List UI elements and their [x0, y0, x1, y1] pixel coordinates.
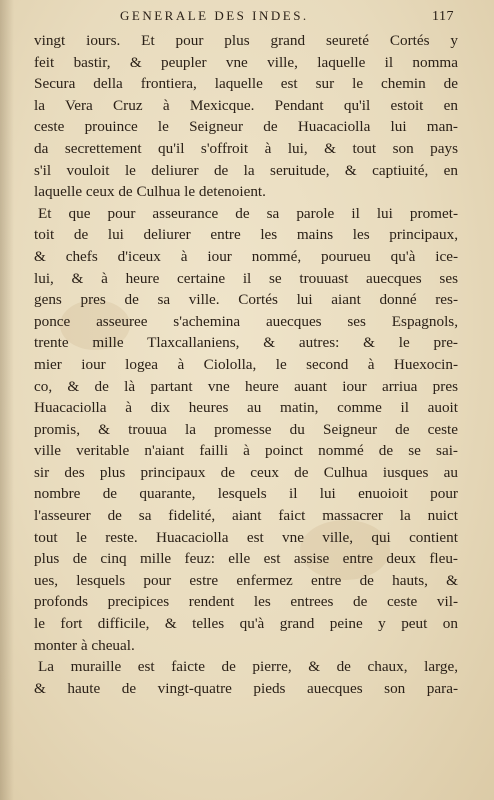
text-line: Et que pour asseurance de sa parole il lui promet- [38, 204, 458, 222]
text-line: plus de cinq mille feuz: elle est assise entre deux fleu- [34, 550, 458, 568]
text-line: ues, lesquels pour estre enfermez entre de hauts, & [34, 571, 458, 589]
text-line: ponce asseuree s'achemina auecques ses Espagnols, [34, 312, 458, 330]
text-line: La muraille est faicte de pierre, & de chaux, large, [38, 658, 458, 676]
text-line: monter à cheual. [34, 636, 135, 654]
text-line: s'il vouloit le deliurer de la seruitude, & captiuité, en [34, 161, 458, 179]
text-line: le fort difficile, & telles qu'à grand peine y peut on [34, 615, 458, 633]
text-line: Huacaciolla à dix heures au matin, comme il auoit [34, 399, 458, 417]
body-text [34, 30, 458, 699]
text-line: gens pres de sa ville. Cortés lui aiant donné res- [34, 291, 458, 309]
text-line: la Vera Cruz à Mexicque. Pendant qu'il estoit en [34, 96, 458, 114]
text-line: tout le reste. Huacaciolla est vne ville, qui contient [34, 528, 458, 546]
text-line: laquelle ceux de Culhua le detenoient. [34, 183, 266, 201]
running-head [120, 8, 454, 25]
text-line: & haute de vingt-quatre pieds auecques son para- [34, 679, 458, 697]
page-number: 117 [432, 9, 454, 24]
text-line: ceste prouince le Seigneur de Huacaciolla lui man- [34, 118, 458, 136]
text-line: mier iour logea à Ciololla, le second à Huexocin- [34, 355, 458, 373]
text-line: da secrettement qu'il s'offroit à lui, & tout son pays [34, 139, 458, 157]
text-line: l'asseurer de sa fidelité, aiant faict massacrer la nuict [34, 507, 458, 525]
text-line: sir des plus principaux de ceux de Culhua iusques au [34, 463, 458, 481]
text-line: ville veritable n'aiant failli à poinct nommé de se sai- [34, 442, 458, 460]
text-line: Secura della frontiera, laquelle est sur le chemin de [34, 75, 458, 93]
text-line: feit bastir, & peupler vne ville, laquelle il nomma [34, 53, 458, 71]
text-line: co, & de là partant vne heure auant iour arriua pres [34, 377, 458, 395]
text-line: profonds precipices rendent les entrees de ceste vil- [34, 593, 458, 611]
text-line: & chefs d'iceux à iour nommé, pourueu qu'à ice- [34, 247, 458, 265]
text-line: toit de lui deliurer entre les mains les principaux, [34, 226, 458, 244]
text-line: trente mille Tlaxcallaniens, & autres: & le pre- [34, 334, 458, 352]
spine-shadow [0, 0, 14, 800]
text-line: lui, & à heure certaine il se trouuast auecques ses [34, 269, 458, 287]
text-line: vingt iours. Et pour plus grand seureté Cortés y [34, 32, 458, 49]
text-line: promis, & trouua la promesse du Seigneur de ceste [34, 420, 458, 438]
text-line: nombre de quarante, lesquels il lui enuoioit pour [34, 485, 458, 503]
running-head-title: GENERALE DES INDES. [120, 8, 309, 23]
